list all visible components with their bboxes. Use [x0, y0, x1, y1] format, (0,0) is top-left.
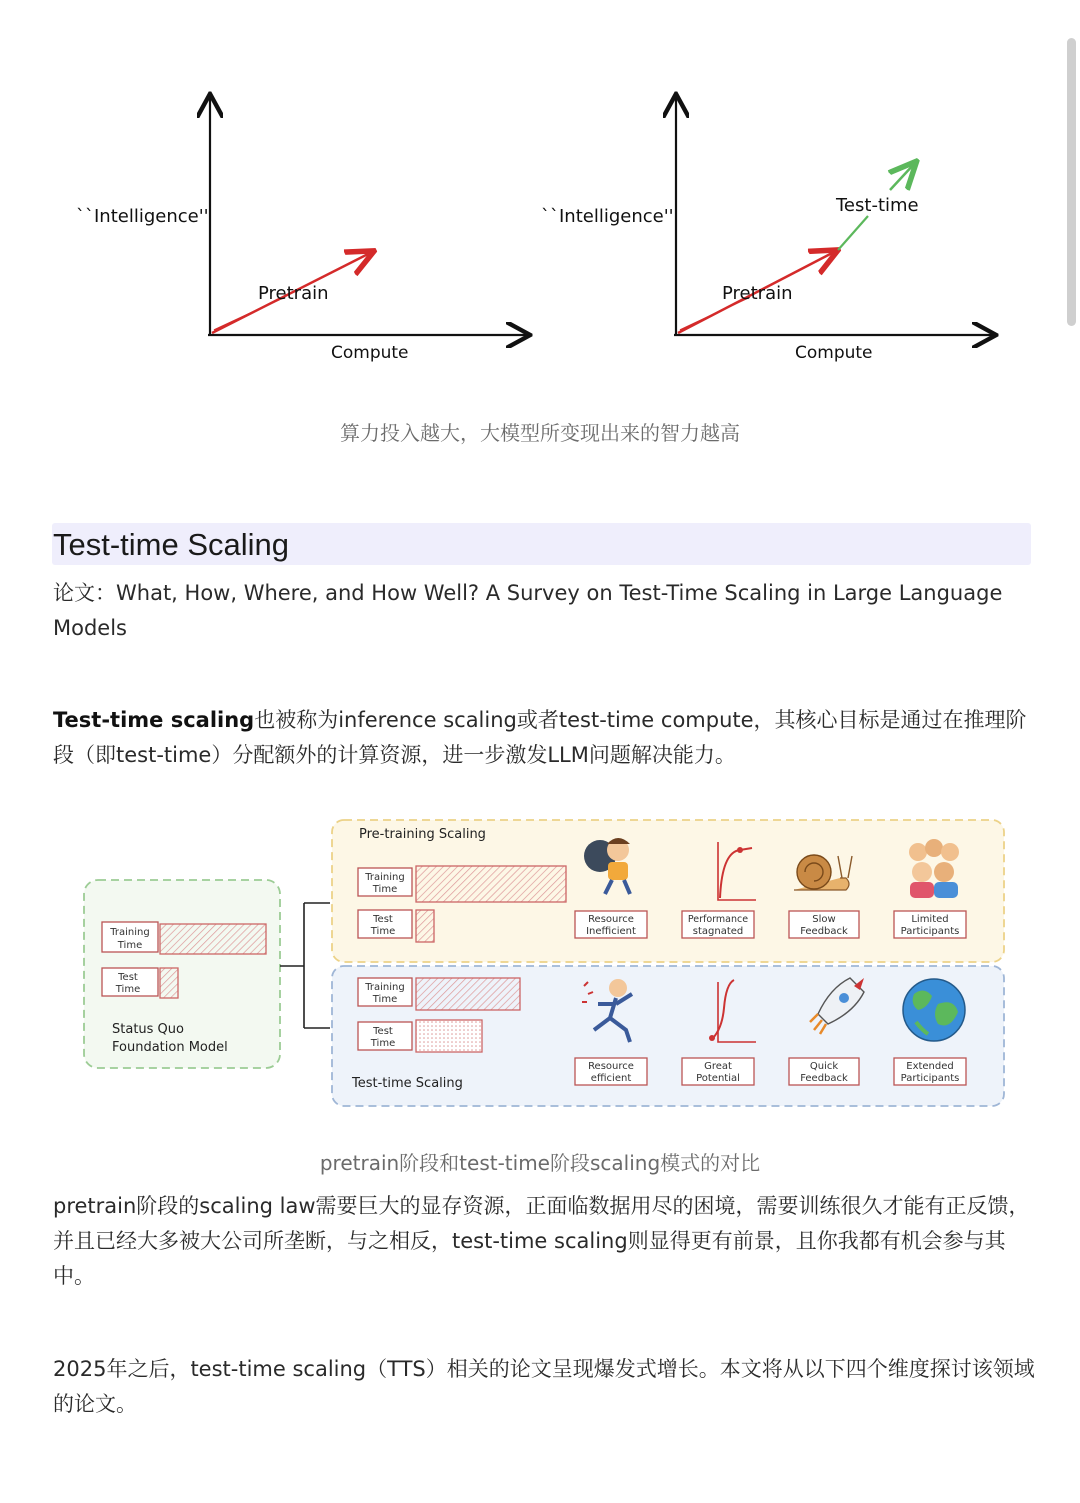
pretraining-title: Pre-training Scaling	[359, 827, 486, 842]
pt-item4-line1: Limited	[911, 914, 949, 925]
right-testtime-label: Test-time	[836, 195, 919, 216]
left-y-label: ``Intelligence''	[76, 206, 209, 227]
tt-item1-line2: efficient	[590, 1073, 632, 1084]
tt-item2-line1: Great	[704, 1061, 732, 1072]
pt-item1-line2: Inefficient	[586, 926, 636, 937]
sq-title-line2: Foundation Model	[112, 1040, 228, 1055]
pt-item4-line2: Participants	[900, 926, 960, 937]
globe-icon	[903, 979, 965, 1041]
pt-training-label: Training	[365, 872, 405, 883]
right-y-label: ``Intelligence''	[541, 206, 674, 227]
pt-item3-line2: Feedback	[800, 926, 848, 937]
testtime-panel	[332, 966, 1004, 1106]
tt-test-bar	[416, 1020, 482, 1052]
sq-test-label: Test	[118, 972, 138, 983]
sq-time-label: Time	[117, 940, 143, 951]
tt-training-bar	[416, 978, 520, 1010]
intelligence-compute-figure	[0, 0, 1080, 400]
right-chart	[541, 96, 994, 363]
pt-training-bar	[416, 866, 566, 902]
right-x-label: Compute	[795, 343, 873, 363]
tt-item3-line2: Feedback	[800, 1073, 848, 1084]
tt-item4-line2: Participants	[900, 1073, 960, 1084]
figure2-caption: pretrain阶段和test-time阶段scaling模式的对比	[319, 1151, 761, 1175]
tt-time-label: Time	[372, 994, 398, 1005]
status-quo-panel	[84, 880, 280, 1068]
pt-time-label: Time	[372, 884, 398, 895]
tt-test-label: Test	[373, 1026, 393, 1037]
intro-paragraph	[53, 703, 1038, 773]
sq-training-bar	[160, 924, 266, 954]
section-heading: Test-time Scaling	[53, 527, 290, 562]
pt-test-bar	[416, 910, 434, 942]
paper-reference: 论文：What, How, Where, and How Well? A Survey on Test-Time Scaling in Large Language Models	[53, 581, 1003, 640]
pt-item3-line1: Slow	[812, 914, 836, 925]
left-x-label: Compute	[331, 343, 409, 363]
figure1-caption: 算力投入越大，大模型所变现出来的智力越高	[340, 421, 740, 445]
pt-item2-line2: stagnated	[692, 926, 744, 937]
testtime-title: Test-time Scaling	[352, 1076, 463, 1091]
left-pretrain-label: Pretrain	[258, 283, 329, 304]
right-pretrain-label: Pretrain	[722, 283, 793, 304]
tt-training-label: Training	[365, 982, 405, 993]
pt-test-label: Test	[373, 914, 393, 925]
tt-item3-line1: Quick	[809, 1061, 839, 1072]
scaling-comparison-diagram	[70, 808, 1020, 1118]
intro-bold-term: Test-time scaling	[53, 708, 255, 732]
tt-time2-label: Time	[370, 1038, 396, 1049]
outlook-paragraph: 2025年之后，test-time scaling（TTS）相关的论文呈现爆发式增长。本文将从以下四个维度探讨该领域的论文。	[53, 1357, 1035, 1416]
pt-item1-line1: Resource	[588, 914, 634, 925]
tt-item2-line2: Potential	[696, 1073, 740, 1084]
sq-training-label: Training	[110, 927, 150, 938]
connector-bracket	[280, 903, 330, 1028]
pt-item2-line1: Performance	[687, 914, 749, 925]
sq-title-line1: Status Quo	[112, 1022, 184, 1037]
left-chart	[76, 96, 528, 363]
sq-test-bar	[160, 968, 178, 998]
comparison-paragraph: pretrain阶段的scaling law需要巨大的显存资源，正面临数据用尽的困境，需要训练很久才能有正反馈，并且已经大多被大公司所垄断，与之相反，test-time scaling则显得更有前景，且你我都有机会参与其中。	[53, 1194, 1030, 1288]
sq-time2-label: Time	[115, 984, 141, 995]
tt-item4-line1: Extended	[906, 1061, 954, 1072]
pt-time2-label: Time	[370, 926, 396, 937]
right-testtime-arrow	[890, 163, 915, 190]
pretraining-panel	[332, 820, 1004, 962]
intro-rest: 也被称为inference scaling或者test-time compute，其核心目标是通过在推理阶段（即test-time）分配额外的计算资源，进一步激发LLM问题解决能力。	[53, 708, 1027, 767]
tt-item1-line1: Resource	[588, 1061, 634, 1072]
right-testtime-line-lower	[838, 216, 868, 250]
